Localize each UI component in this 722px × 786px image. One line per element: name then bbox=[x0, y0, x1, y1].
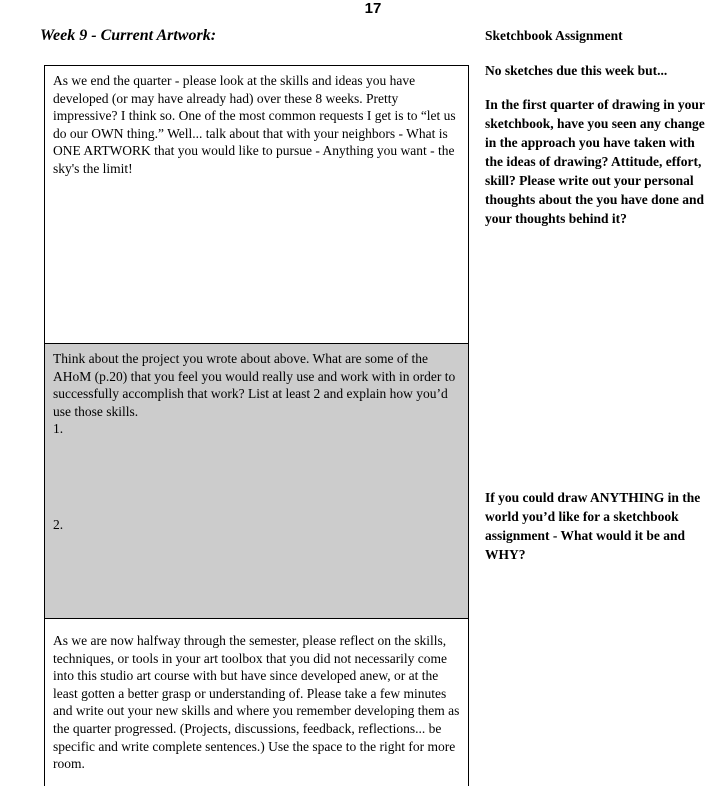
list-item-2: 2. bbox=[53, 516, 64, 532]
ahom-skills-text: Think about the project you wrote about above. What are some of the AHoM (p.20) that you feel you would really use and work with in order to successfully accomplish that work? List at least 2 and explain how you’d use those skills. bbox=[53, 351, 456, 419]
no-sketches-note: No sketches due this week but... bbox=[485, 63, 668, 78]
sketchbook-column bbox=[485, 61, 715, 228]
draw-anything-question: If you could draw ANYTHING in the world you’d like for a sketchbook assignment - What would it be and WHY? bbox=[485, 490, 701, 562]
halfway-reflection-text: As we are now halfway through the semester, please reflect on the skills, techniques, or tools in your art toolbox that you did not necessarily come into this studio art course with but have since developed anew, or at the least gotten a better grasp or understanding of. Please take a few minutes and write out your new skills and where you remember developing them as the quarter progressed. (Projects, discussions, feedback, reflections... be specific and write complete sentences.) Use the space to the right for more room. bbox=[53, 633, 460, 772]
ahom-skills-box bbox=[44, 343, 469, 619]
week-heading: Week 9 - Current Artwork: bbox=[40, 27, 217, 44]
current-artwork-box bbox=[44, 65, 469, 344]
list-item-1: 1. bbox=[53, 421, 64, 437]
worksheet-column bbox=[44, 65, 469, 786]
sketchbook-assignment-heading: Sketchbook Assignment bbox=[485, 28, 623, 43]
first-quarter-question: In the first quarter of drawing in your sketchbook, have you seen any change in the approach you have taken with the ideas of drawing? Attitude, effort, skill? Please write out your personal thoughts about the you have done and your thoughts behind it? bbox=[485, 97, 705, 226]
halfway-reflection-box bbox=[44, 618, 469, 786]
current-artwork-text: As we end the quarter - please look at the skills and ideas you have developed (or may have already had) over these 8 weeks. Pretty impressive? I think so. One of the most common requests I get is to “let us do our OWN thing.” Well... talk about that with your neighbors - What is ONE ARTWORK that you would like to pursue - Anything you want - the sky's the limit! bbox=[53, 73, 456, 176]
page-number: 17 bbox=[364, 0, 382, 17]
